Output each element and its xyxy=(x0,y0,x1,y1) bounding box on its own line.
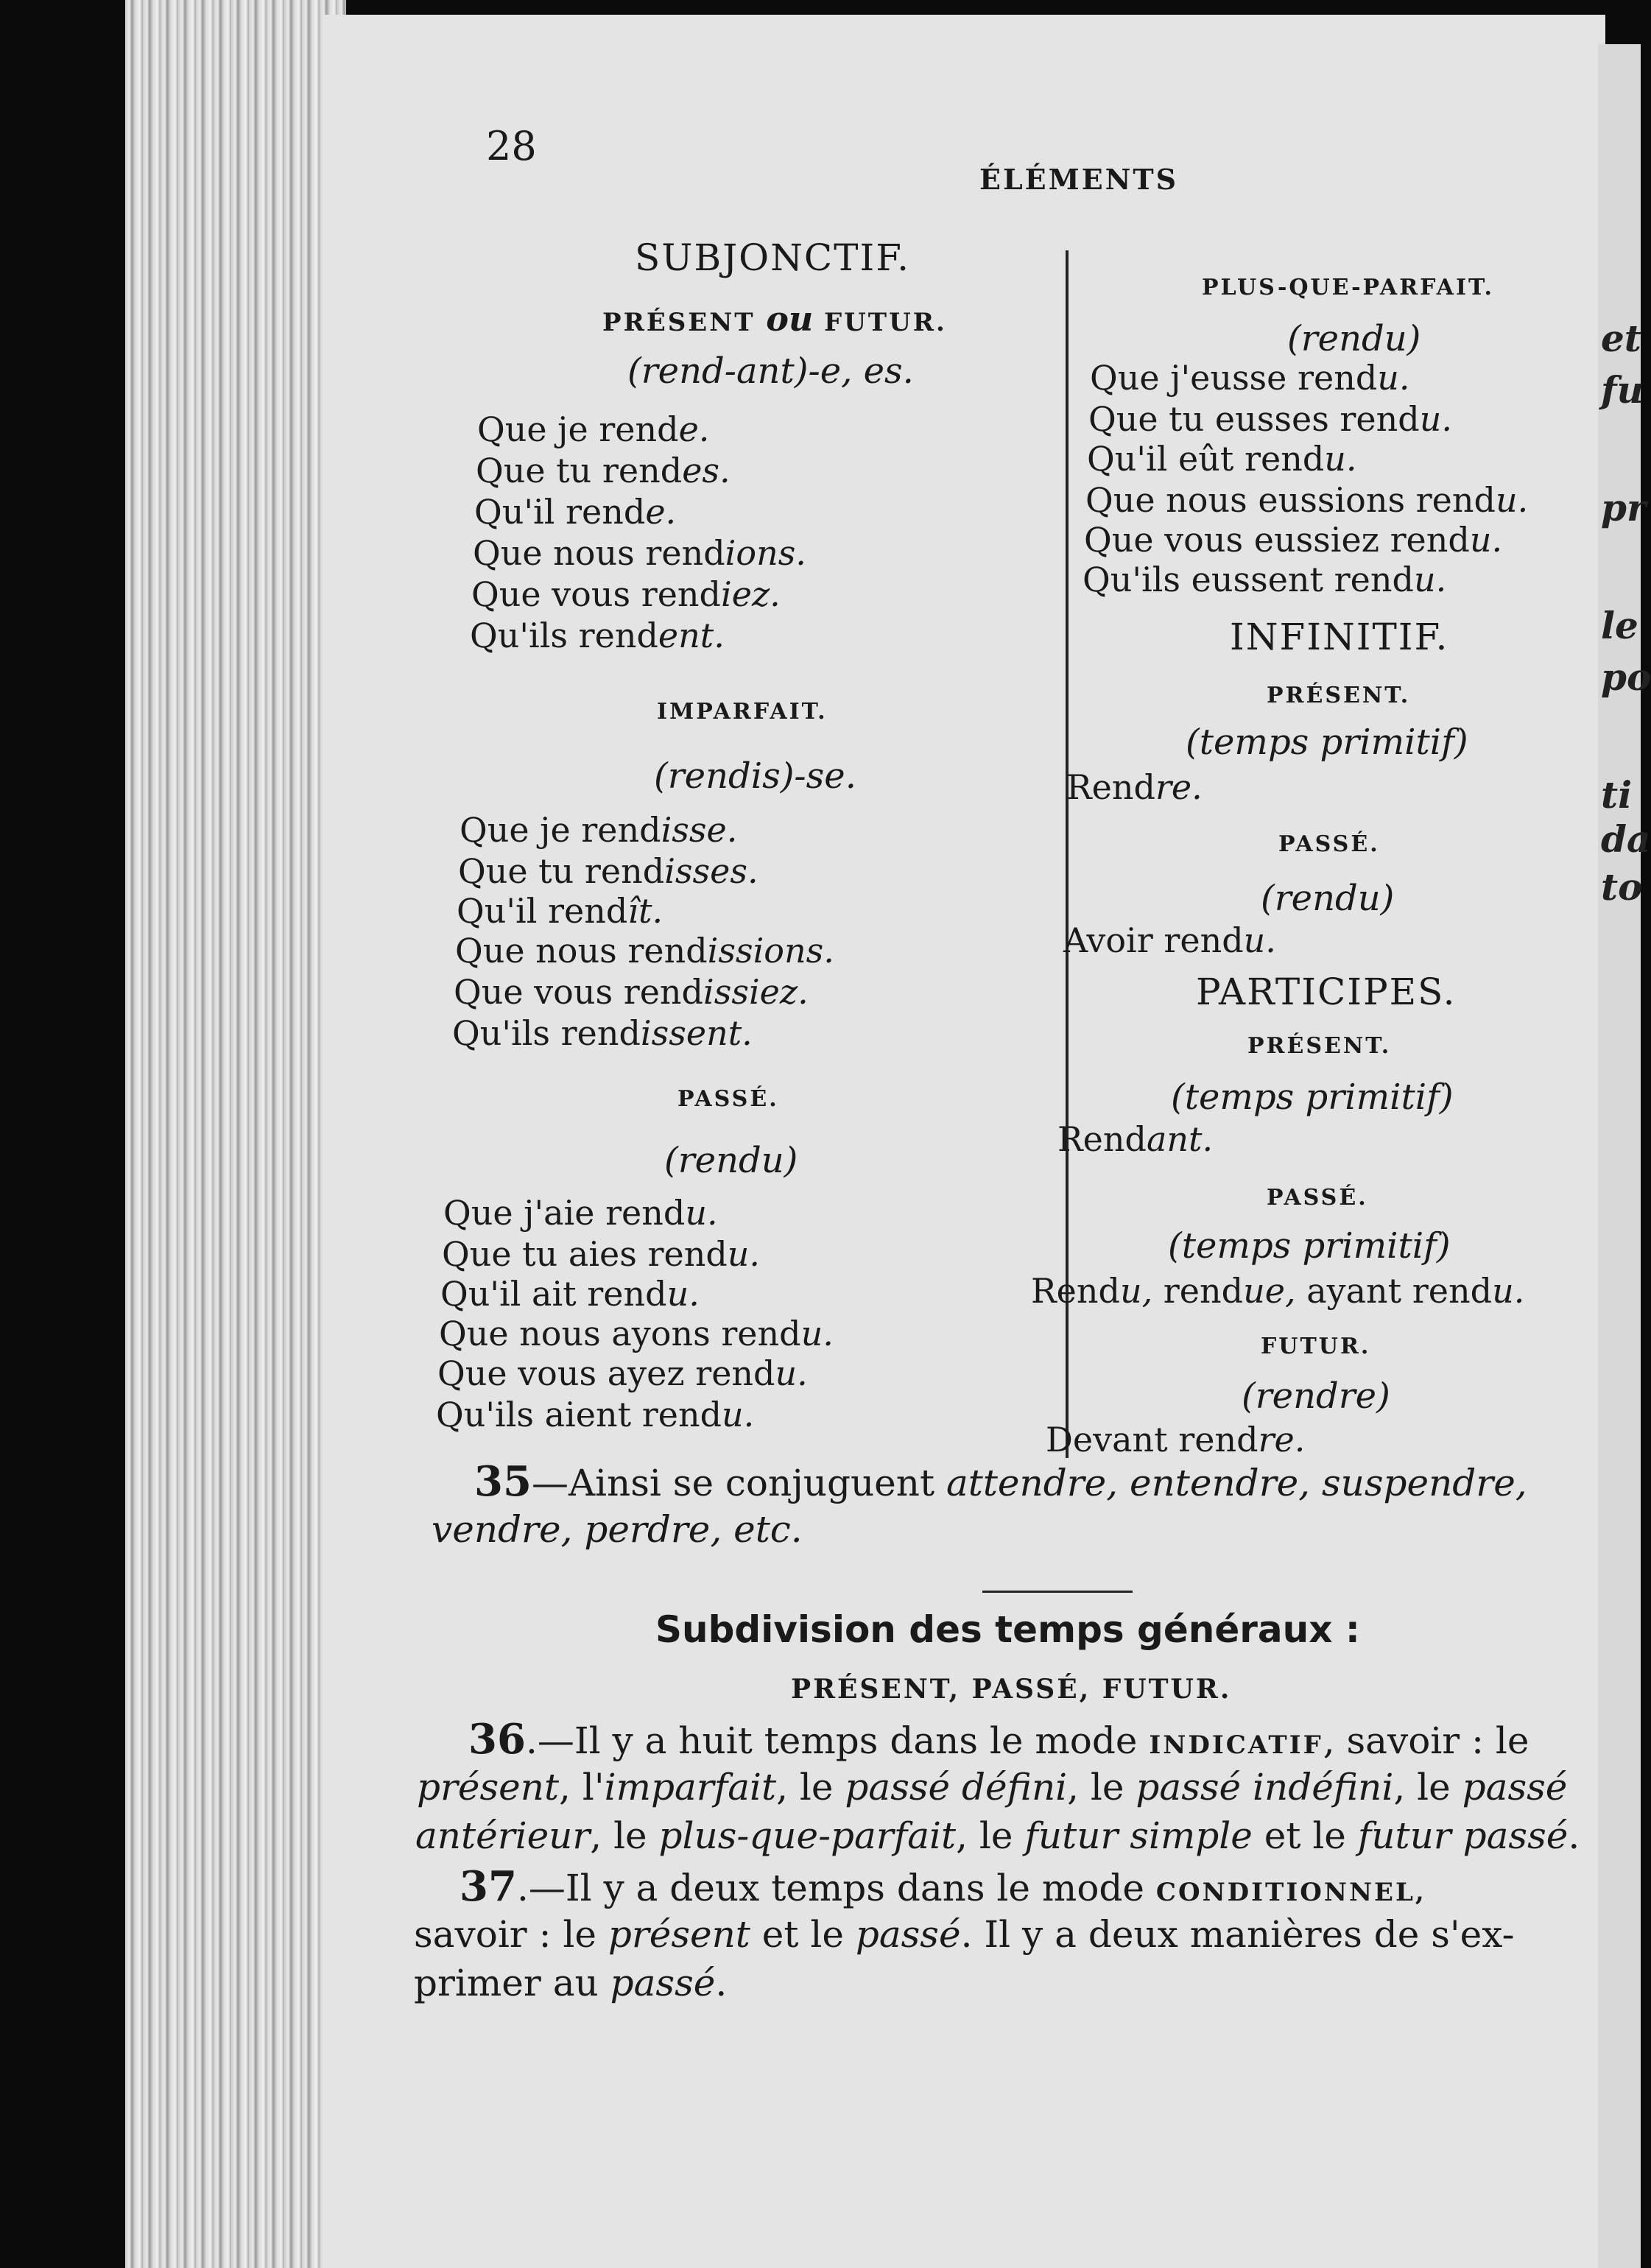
tense-heading-futur: FUTUR. xyxy=(1261,1334,1371,1359)
conjugation-line: Rendu, rendue, ayant rendu. xyxy=(1031,1271,1525,1311)
conjugation-line: Avoir rendu. xyxy=(1063,920,1276,960)
conjugation-line: Rendant. xyxy=(1057,1119,1214,1159)
book-page-edges xyxy=(125,0,346,2268)
conjugation-line: Qu'il eût rendu. xyxy=(1087,439,1357,479)
tense-heading-passe: PASSÉ. xyxy=(677,1086,779,1112)
conjugation-line: Que vous eussiez rendu. xyxy=(1084,520,1503,560)
conjugation-line: Que je rende. xyxy=(477,409,710,449)
paragraph-36-line-1: 36.—Il y a huit temps dans le mode INDICATIF, savoir : le xyxy=(468,1715,1529,1764)
conjugation-line: Que tu rendes. xyxy=(476,451,731,490)
paragraph-36-line-2: présent, l'imparfait, le passé défini, le passé indéfini, le passé xyxy=(417,1766,1568,1809)
conjugation-line: Rendre. xyxy=(1066,767,1203,807)
conjugation-line: Qu'ils rendent. xyxy=(470,616,725,655)
formula-plus-que-parfait: (rendu) xyxy=(1287,318,1421,359)
tense-heading-plus-que-parfait: PLUS-QUE-PARFAIT. xyxy=(1202,275,1494,300)
paragraph-37-line-2: savoir : le présent et le passé. Il y a deux manières de s'ex- xyxy=(414,1913,1515,1956)
next-page-fragment: po xyxy=(1601,655,1651,699)
conjugation-line: Que nous rendissions. xyxy=(455,931,834,971)
tense-heading-inf-passe: PASSÉ. xyxy=(1278,831,1380,857)
formula-inf-present: (temps primitif) xyxy=(1186,722,1468,763)
conjugation-line: Que tu aies rendu. xyxy=(442,1234,761,1274)
formula-part-passe: (temps primitif) xyxy=(1168,1225,1451,1267)
formula-part-present: (temps primitif) xyxy=(1171,1077,1454,1118)
conjugation-line: Que nous rendions. xyxy=(473,533,806,573)
tense-heading-part-passe: PASSÉ. xyxy=(1267,1185,1368,1211)
next-page-fragment: to xyxy=(1601,865,1643,909)
formula-present: (rend-ant)-e, es. xyxy=(627,351,914,392)
tense-heading-inf-present: PRÉSENT. xyxy=(1267,683,1411,708)
next-page-edge xyxy=(1598,44,1651,2268)
formula-futur: (rendre) xyxy=(1242,1376,1390,1417)
subdivision-subtitle: PRÉSENT, PASSÉ, FUTUR. xyxy=(791,1674,1232,1705)
conjugation-line: Devant rendre. xyxy=(1046,1420,1306,1459)
conjugation-line: Qu'ils aient rendu. xyxy=(436,1395,755,1434)
formula-inf-passe: (rendu) xyxy=(1261,878,1395,919)
section-heading-participes: PARTICIPES. xyxy=(1196,971,1457,1013)
next-page-fragment: ti xyxy=(1601,773,1633,817)
section-rule xyxy=(982,1591,1133,1593)
subdivision-title: Subdivision des temps généraux : xyxy=(655,1608,1360,1651)
conjugation-line: Que j'eusse rendu. xyxy=(1090,358,1410,398)
paragraph-35-line-2: vendre, perdre, etc. xyxy=(432,1508,803,1551)
conjugation-line: Que vous rendissiez. xyxy=(454,972,809,1012)
conjugation-line: Que vous rendiez. xyxy=(471,574,781,614)
conjugation-line: Que nous eussions rendu. xyxy=(1085,480,1529,520)
paragraph-36-line-3: antérieur, le plus-que-parfait, le futur simple et le futur passé. xyxy=(415,1814,1580,1857)
paragraph-37-line-1: 37.—Il y a deux temps dans le mode CONDITIONNEL, xyxy=(460,1862,1426,1911)
formula-passe: (rendu) xyxy=(664,1140,798,1181)
formula-imparfait: (rendis)-se. xyxy=(654,756,856,797)
conjugation-line: Que tu rendisses. xyxy=(458,851,758,891)
conjugation-line: Que nous ayons rendu. xyxy=(439,1314,834,1353)
next-page-fragment: pr xyxy=(1601,486,1647,529)
next-page-fragment: da xyxy=(1601,817,1651,861)
section-heading-subjonctif: SUBJONCTIF. xyxy=(635,236,911,279)
conjugation-line: Que je rendisse. xyxy=(460,810,738,850)
conjugation-line: Que j'aie rendu. xyxy=(443,1193,718,1233)
conjugation-line: Que tu eusses rendu. xyxy=(1088,399,1452,439)
conjugation-line: Qu'il rendît. xyxy=(457,891,663,931)
page-number: 28 xyxy=(486,123,537,169)
section-heading-infinitif: INFINITIF. xyxy=(1230,616,1449,658)
conjugation-line: Qu'il rende. xyxy=(474,492,677,532)
conjugation-line: Qu'il ait rendu. xyxy=(440,1274,700,1314)
tense-heading-imparfait: IMPARFAIT. xyxy=(657,699,828,725)
running-title: ÉLÉMENTS xyxy=(979,163,1179,196)
conjugation-line: Qu'ils rendissent. xyxy=(452,1013,753,1053)
tense-heading-part-present: PRÉSENT. xyxy=(1247,1033,1392,1059)
paragraph-35-line-1: 35—Ainsi se conjuguent attendre, entendre, suspendre, xyxy=(474,1457,1527,1506)
paragraph-37-line-3: primer au passé. xyxy=(414,1962,728,2004)
next-page-fragment: et xyxy=(1601,317,1641,360)
next-page-fragment: fu xyxy=(1601,368,1644,412)
tense-heading-present: PRÉSENT ou FUTUR. xyxy=(602,299,947,339)
conjugation-line: Que vous ayez rendu. xyxy=(437,1353,808,1393)
conjugation-line: Qu'ils eussent rendu. xyxy=(1083,560,1447,599)
next-page-fragment: le xyxy=(1601,604,1638,647)
